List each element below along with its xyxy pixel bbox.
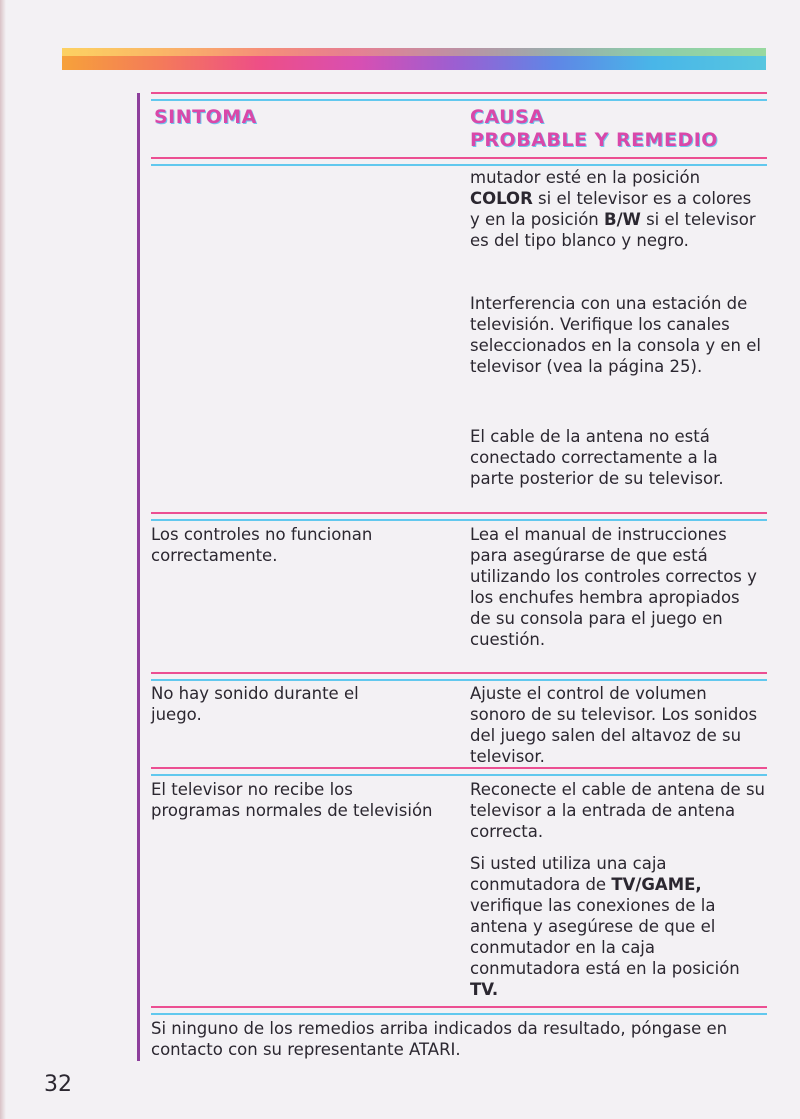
row-divider (151, 512, 767, 521)
footer-note: Si ninguno de los remedios arriba indicados da resultado, póngase en contacto con su representante ATARI. (151, 1019, 728, 1059)
row-divider (151, 672, 767, 681)
remedy-text: Ajuste el control de volumen sonoro de su televisor. Los sonidos del juego salen del altavoz de su televisor. (470, 684, 758, 766)
page-edge-shadow (0, 0, 6, 1119)
footer-rule (151, 1006, 767, 1015)
remedy-text: Si usted utiliza una caja conmutadora de TV/GAME, verifique las conexiones de la antena y asegúrese de que el conmutador en la caja conmutadora está en la posición TV. (470, 854, 740, 999)
row-divider (151, 767, 767, 776)
remedy-text: Lea el manual de instrucciones para asegúrarse de que está utilizando los controles correctos y los enchufes hembra apropiados de su consola para el juego en cuestión. (470, 525, 757, 649)
cause-header-line2: PROBABLE Y REMEDIO (470, 129, 718, 151)
header-bottom-rule (151, 157, 767, 166)
symptom-text: El televisor no recibe los programas normales de televisión (151, 780, 433, 820)
cause-header-line1: CAUSA (470, 106, 545, 128)
remedy-text: mutador esté en la posición COLOR si el televisor es a colores y en la posición B/W si el televisor es del tipo blanco y negro. (470, 168, 756, 250)
symptom-text: Los controles no funcionan correctamente. (151, 525, 373, 565)
remedy-text: Interferencia con una estación de televisión. Verifique los canales seleccionados en la consola y en el televisor (vea la página 25). (470, 294, 761, 376)
symptom-text: No hay sonido durante el juego. (151, 684, 359, 724)
table-vertical-line (137, 93, 140, 1061)
symptom-header: SINTOMA (154, 106, 257, 128)
remedy-text: El cable de la antena no está conectado correctamente a la parte posterior de su televisor. (470, 427, 724, 488)
rainbow-stripe (62, 48, 766, 70)
page-number: 32 (44, 1072, 72, 1097)
header-top-rule (151, 92, 767, 101)
remedy-text: Reconecte el cable de antena de su televisor a la entrada de antena correcta. (470, 780, 766, 841)
